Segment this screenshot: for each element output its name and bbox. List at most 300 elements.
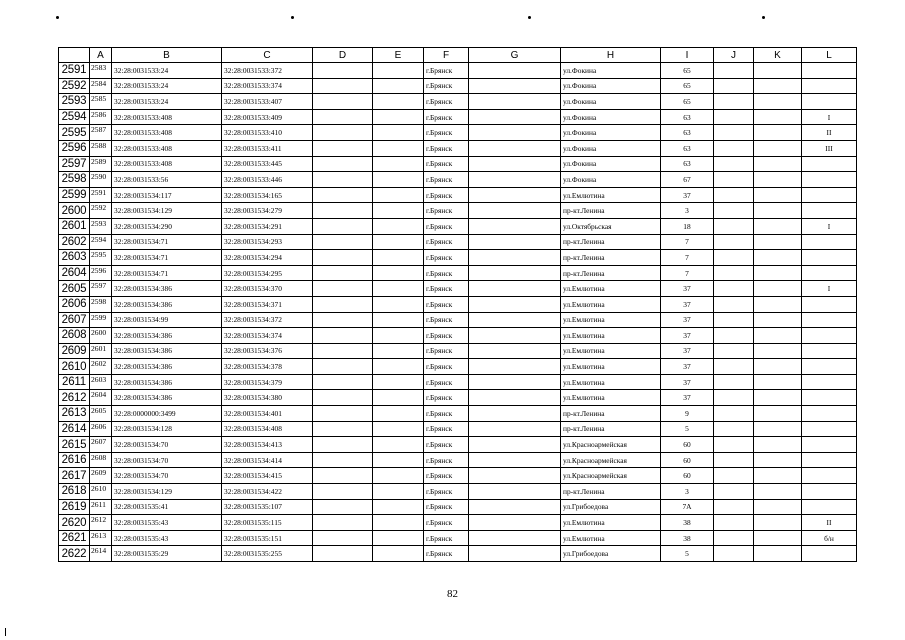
cell-k <box>754 172 802 188</box>
cell-i: 60 <box>661 437 714 453</box>
cell-b: 32:28:0031533:408 <box>112 125 222 141</box>
cell-i: 63 <box>661 156 714 172</box>
cell-g <box>469 156 561 172</box>
cell-a: 2589 <box>90 156 112 172</box>
row-number: 2598 <box>59 172 90 188</box>
cell-e <box>373 250 424 266</box>
cell-l <box>802 343 857 359</box>
cell-k <box>754 499 802 515</box>
cell-a: 2603 <box>90 374 112 390</box>
cell-k <box>754 359 802 375</box>
cell-f: г.Брянск <box>424 328 469 344</box>
cell-c: 32:28:0031534:165 <box>222 187 313 203</box>
cell-c: 32:28:0031533:407 <box>222 94 313 110</box>
cell-c: 32:28:0031534:372 <box>222 312 313 328</box>
cell-i: 63 <box>661 140 714 156</box>
column-header-a: A <box>90 48 112 63</box>
cell-h: ул.Емлютина <box>561 374 661 390</box>
cell-l: I <box>802 109 857 125</box>
cell-b: 32:28:0031534:386 <box>112 374 222 390</box>
cell-b: 32:28:0031534:386 <box>112 328 222 344</box>
cell-e <box>373 452 424 468</box>
cell-d <box>313 390 373 406</box>
cell-f: г.Брянск <box>424 390 469 406</box>
table-row <box>59 359 857 375</box>
cell-b: 32:28:0031534:129 <box>112 203 222 219</box>
cell-c: 32:28:0031534:379 <box>222 374 313 390</box>
row-number: 2593 <box>59 94 90 110</box>
cell-a: 2594 <box>90 234 112 250</box>
cell-e <box>373 546 424 562</box>
cell-h: ул.Фокина <box>561 109 661 125</box>
cell-i: 67 <box>661 172 714 188</box>
cell-c: 32:28:0031534:378 <box>222 359 313 375</box>
cell-i: 65 <box>661 63 714 79</box>
cell-d <box>313 468 373 484</box>
cell-g <box>469 359 561 375</box>
cell-j <box>714 343 754 359</box>
row-number: 2618 <box>59 484 90 500</box>
cell-j <box>714 484 754 500</box>
row-number: 2610 <box>59 359 90 375</box>
cell-c: 32:28:0031533:409 <box>222 109 313 125</box>
cell-h: ул.Емлютина <box>561 281 661 297</box>
cell-a: 2600 <box>90 328 112 344</box>
column-header-f: F <box>424 48 469 63</box>
cell-i: 60 <box>661 468 714 484</box>
cell-h: пр-кт.Ленина <box>561 234 661 250</box>
cell-e <box>373 281 424 297</box>
cell-b: 32:28:0031534:386 <box>112 281 222 297</box>
cell-h: ул.Грибоедова <box>561 546 661 562</box>
cell-l <box>802 452 857 468</box>
cell-e <box>373 515 424 531</box>
cell-a: 2602 <box>90 359 112 375</box>
cell-b: 32:28:0031533:56 <box>112 172 222 188</box>
cell-l <box>802 78 857 94</box>
cell-a: 2595 <box>90 250 112 266</box>
cell-f: г.Брянск <box>424 218 469 234</box>
cell-g <box>469 484 561 500</box>
cell-k <box>754 156 802 172</box>
cell-b: 32:28:0031534:70 <box>112 437 222 453</box>
cell-d <box>313 156 373 172</box>
cell-h: ул.Емлютина <box>561 296 661 312</box>
table-row <box>59 468 857 484</box>
cell-k <box>754 218 802 234</box>
cell-i: 65 <box>661 78 714 94</box>
cell-f: г.Брянск <box>424 452 469 468</box>
cell-b: 32:28:0031534:386 <box>112 390 222 406</box>
cell-k <box>754 546 802 562</box>
cell-b: 32:28:0031533:408 <box>112 140 222 156</box>
cell-k <box>754 281 802 297</box>
cell-c: 32:28:0031534:370 <box>222 281 313 297</box>
cell-l <box>802 250 857 266</box>
cell-h: ул.Емлютина <box>561 312 661 328</box>
cell-b: 32:28:0031534:290 <box>112 218 222 234</box>
cell-j <box>714 296 754 312</box>
row-number: 2591 <box>59 63 90 79</box>
cell-c: 32:28:0031533:445 <box>222 156 313 172</box>
table-row <box>59 94 857 110</box>
cell-l <box>802 312 857 328</box>
cell-b: 32:28:0031534:386 <box>112 343 222 359</box>
cell-g <box>469 515 561 531</box>
cell-l <box>802 265 857 281</box>
cell-j <box>714 328 754 344</box>
cell-a: 2609 <box>90 468 112 484</box>
cell-f: г.Брянск <box>424 109 469 125</box>
cell-d <box>313 140 373 156</box>
row-number: 2622 <box>59 546 90 562</box>
cell-d <box>313 281 373 297</box>
cell-h: ул.Фокина <box>561 63 661 79</box>
cell-e <box>373 437 424 453</box>
cell-d <box>313 328 373 344</box>
cell-k <box>754 187 802 203</box>
cell-j <box>714 156 754 172</box>
cell-g <box>469 312 561 328</box>
cell-g <box>469 468 561 484</box>
cell-d <box>313 234 373 250</box>
cell-a: 2606 <box>90 421 112 437</box>
cell-k <box>754 140 802 156</box>
cell-f: г.Брянск <box>424 187 469 203</box>
row-number: 2620 <box>59 515 90 531</box>
cell-d <box>313 515 373 531</box>
cell-l <box>802 156 857 172</box>
cell-j <box>714 94 754 110</box>
cell-i: 7А <box>661 499 714 515</box>
cell-g <box>469 530 561 546</box>
cell-j <box>714 437 754 453</box>
cell-j <box>714 234 754 250</box>
cell-k <box>754 94 802 110</box>
cell-c: 32:28:0031534:291 <box>222 218 313 234</box>
cell-k <box>754 234 802 250</box>
row-number: 2606 <box>59 296 90 312</box>
cell-f: г.Брянск <box>424 281 469 297</box>
cell-a: 2605 <box>90 406 112 422</box>
row-number: 2599 <box>59 187 90 203</box>
row-number: 2594 <box>59 109 90 125</box>
cell-a: 2584 <box>90 78 112 94</box>
cell-l <box>802 234 857 250</box>
cell-i: 38 <box>661 515 714 531</box>
cell-j <box>714 187 754 203</box>
row-number: 2613 <box>59 406 90 422</box>
cell-i: 37 <box>661 281 714 297</box>
cell-e <box>373 234 424 250</box>
column-header-g: G <box>469 48 561 63</box>
cell-a: 2588 <box>90 140 112 156</box>
cell-d <box>313 546 373 562</box>
table-row <box>59 484 857 500</box>
cell-a: 2599 <box>90 312 112 328</box>
cell-f: г.Брянск <box>424 484 469 500</box>
cell-c: 32:28:0031533:446 <box>222 172 313 188</box>
cell-e <box>373 468 424 484</box>
cell-l: III <box>802 140 857 156</box>
cell-g <box>469 343 561 359</box>
cell-e <box>373 125 424 141</box>
cell-e <box>373 406 424 422</box>
cell-e <box>373 203 424 219</box>
cell-b: 32:28:0031534:70 <box>112 468 222 484</box>
cell-d <box>313 203 373 219</box>
cell-l: II <box>802 515 857 531</box>
cell-a: 2593 <box>90 218 112 234</box>
cell-b: 32:28:0031533:24 <box>112 94 222 110</box>
cell-j <box>714 140 754 156</box>
cell-h: ул.Емлютина <box>561 187 661 203</box>
cell-b: 32:28:0031535:43 <box>112 515 222 531</box>
row-number: 2602 <box>59 234 90 250</box>
cell-h: пр-кт.Ленина <box>561 484 661 500</box>
cell-i: 63 <box>661 109 714 125</box>
table-row <box>59 156 857 172</box>
cell-i: 3 <box>661 203 714 219</box>
cell-f: г.Брянск <box>424 530 469 546</box>
cell-g <box>469 406 561 422</box>
cell-k <box>754 109 802 125</box>
cell-j <box>714 421 754 437</box>
cell-g <box>469 546 561 562</box>
cell-f: г.Брянск <box>424 125 469 141</box>
cell-g <box>469 78 561 94</box>
cell-f: г.Брянск <box>424 406 469 422</box>
table-row <box>59 437 857 453</box>
cell-b: 32:28:0031534:70 <box>112 452 222 468</box>
cell-j <box>714 312 754 328</box>
cell-i: 37 <box>661 296 714 312</box>
cell-a: 2608 <box>90 452 112 468</box>
cell-b: 32:28:0031535:43 <box>112 530 222 546</box>
cell-i: 60 <box>661 452 714 468</box>
table-body <box>59 63 857 562</box>
cell-a: 2591 <box>90 187 112 203</box>
row-number: 2608 <box>59 328 90 344</box>
cell-c: 32:28:0031534:293 <box>222 234 313 250</box>
cell-b: 32:28:0031533:24 <box>112 78 222 94</box>
cell-e <box>373 63 424 79</box>
cell-l <box>802 359 857 375</box>
table-row <box>59 187 857 203</box>
cell-c: 32:28:0031534:279 <box>222 203 313 219</box>
cell-h: ул.Фокина <box>561 94 661 110</box>
scan-dot <box>528 16 531 19</box>
cell-g <box>469 234 561 250</box>
cell-l <box>802 94 857 110</box>
cell-g <box>469 140 561 156</box>
cell-d <box>313 172 373 188</box>
scan-edge-mark <box>5 628 6 636</box>
table-row <box>59 281 857 297</box>
cell-f: г.Брянск <box>424 468 469 484</box>
cell-b: 32:28:0031534:386 <box>112 296 222 312</box>
table-row <box>59 499 857 515</box>
cell-j <box>714 218 754 234</box>
cell-c: 32:28:0031535:255 <box>222 546 313 562</box>
row-number: 2616 <box>59 452 90 468</box>
cell-c: 32:28:0031534:414 <box>222 452 313 468</box>
row-number: 2612 <box>59 390 90 406</box>
row-number: 2611 <box>59 374 90 390</box>
cell-j <box>714 281 754 297</box>
table-row <box>59 343 857 359</box>
cell-a: 2590 <box>90 172 112 188</box>
cell-k <box>754 421 802 437</box>
cell-d <box>313 499 373 515</box>
table-row <box>59 250 857 266</box>
cell-f: г.Брянск <box>424 499 469 515</box>
cell-b: 32:28:0031535:41 <box>112 499 222 515</box>
cell-j <box>714 390 754 406</box>
cell-f: г.Брянск <box>424 312 469 328</box>
cell-l <box>802 172 857 188</box>
cell-g <box>469 250 561 266</box>
cell-e <box>373 343 424 359</box>
row-number: 2619 <box>59 499 90 515</box>
table-row <box>59 328 857 344</box>
cell-b: 32:28:0031533:408 <box>112 109 222 125</box>
cell-e <box>373 265 424 281</box>
cell-a: 2585 <box>90 94 112 110</box>
cell-l <box>802 187 857 203</box>
cell-j <box>714 125 754 141</box>
cell-k <box>754 406 802 422</box>
cell-i: 7 <box>661 250 714 266</box>
cell-i: 7 <box>661 265 714 281</box>
cell-e <box>373 156 424 172</box>
cell-h: пр-кт.Ленина <box>561 265 661 281</box>
cell-f: г.Брянск <box>424 94 469 110</box>
cell-k <box>754 468 802 484</box>
cell-h: ул.Красноармейская <box>561 452 661 468</box>
cell-i: 37 <box>661 359 714 375</box>
cell-j <box>714 172 754 188</box>
cell-b: 32:28:0031534:128 <box>112 421 222 437</box>
cell-c: 32:28:0031533:410 <box>222 125 313 141</box>
cell-g <box>469 63 561 79</box>
cell-l: I <box>802 281 857 297</box>
table-row <box>59 265 857 281</box>
table-row <box>59 172 857 188</box>
table-row <box>59 530 857 546</box>
cell-k <box>754 437 802 453</box>
cell-i: 63 <box>661 125 714 141</box>
cell-f: г.Брянск <box>424 234 469 250</box>
table-row <box>59 296 857 312</box>
row-number: 2615 <box>59 437 90 453</box>
cell-g <box>469 125 561 141</box>
cell-d <box>313 437 373 453</box>
cell-a: 2613 <box>90 530 112 546</box>
cell-f: г.Брянск <box>424 374 469 390</box>
cell-e <box>373 359 424 375</box>
cell-i: 37 <box>661 312 714 328</box>
cell-i: 37 <box>661 390 714 406</box>
cell-g <box>469 187 561 203</box>
row-number: 2596 <box>59 140 90 156</box>
cell-h: ул.Фокина <box>561 125 661 141</box>
cell-l <box>802 421 857 437</box>
cell-l <box>802 499 857 515</box>
row-number: 2604 <box>59 265 90 281</box>
cell-h: ул.Красноармейская <box>561 437 661 453</box>
cell-d <box>313 359 373 375</box>
cell-b: 32:28:0031534:71 <box>112 250 222 266</box>
cell-k <box>754 484 802 500</box>
cell-d <box>313 109 373 125</box>
cell-k <box>754 515 802 531</box>
row-number: 2601 <box>59 218 90 234</box>
cell-k <box>754 452 802 468</box>
cell-d <box>313 406 373 422</box>
cell-d <box>313 250 373 266</box>
cell-j <box>714 452 754 468</box>
table-row <box>59 406 857 422</box>
cell-g <box>469 328 561 344</box>
row-number: 2603 <box>59 250 90 266</box>
cell-l <box>802 468 857 484</box>
cell-g <box>469 499 561 515</box>
cell-f: г.Брянск <box>424 63 469 79</box>
cell-l: II <box>802 125 857 141</box>
cell-g <box>469 452 561 468</box>
cell-g <box>469 296 561 312</box>
cell-b: 32:28:0031534:71 <box>112 234 222 250</box>
cell-j <box>714 63 754 79</box>
cell-k <box>754 374 802 390</box>
cell-i: 65 <box>661 94 714 110</box>
cell-k <box>754 203 802 219</box>
cell-b: 32:28:0031534:386 <box>112 359 222 375</box>
cell-h: пр-кт.Ленина <box>561 421 661 437</box>
cell-a: 2587 <box>90 125 112 141</box>
cell-h: пр-кт.Ленина <box>561 406 661 422</box>
cell-f: г.Брянск <box>424 250 469 266</box>
cell-e <box>373 312 424 328</box>
cell-i: 37 <box>661 374 714 390</box>
row-number: 2614 <box>59 421 90 437</box>
cell-d <box>313 125 373 141</box>
cell-j <box>714 203 754 219</box>
cell-a: 2604 <box>90 390 112 406</box>
cell-h: ул.Емлютина <box>561 390 661 406</box>
cell-e <box>373 172 424 188</box>
cell-i: 37 <box>661 343 714 359</box>
cell-f: г.Брянск <box>424 78 469 94</box>
cell-h: пр-кт.Ленина <box>561 250 661 266</box>
table-row <box>59 374 857 390</box>
table-row <box>59 515 857 531</box>
cell-l <box>802 437 857 453</box>
cell-f: г.Брянск <box>424 546 469 562</box>
cell-h: ул.Красноармейская <box>561 468 661 484</box>
cell-f: г.Брянск <box>424 265 469 281</box>
cell-i: 5 <box>661 421 714 437</box>
cell-j <box>714 265 754 281</box>
page-number: 82 <box>447 588 458 600</box>
table-row <box>59 452 857 468</box>
cell-c: 32:28:0031534:422 <box>222 484 313 500</box>
table-row <box>59 109 857 125</box>
cell-d <box>313 530 373 546</box>
cell-c: 32:28:0031534:376 <box>222 343 313 359</box>
cell-d <box>313 296 373 312</box>
